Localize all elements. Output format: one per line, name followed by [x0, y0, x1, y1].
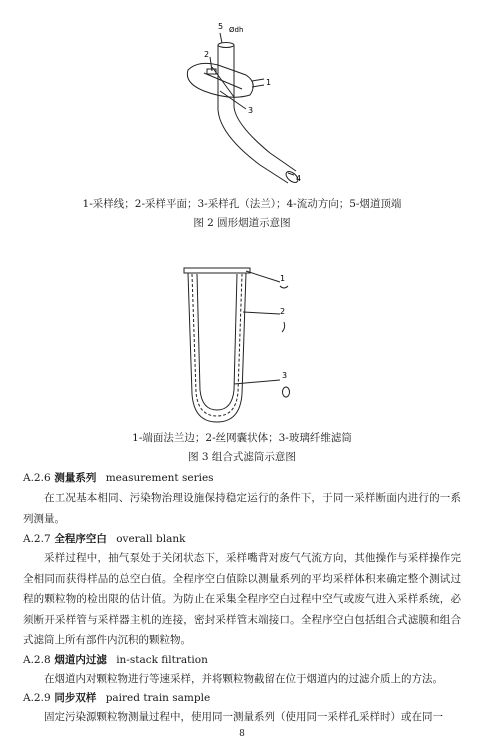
figure-2-title: 图 2 圆形烟道示意图: [193, 217, 291, 229]
section-heading-a27: [23, 529, 463, 549]
handwritten-mark-2: [282, 322, 285, 332]
sampling-line-a: [204, 73, 242, 89]
section-title-zh: 同步双样: [54, 692, 97, 704]
figure-2-legend: 1-采样线；2-采样平面；3-采样孔（法兰）；4-流动方向；5-烟道顶端: [82, 198, 402, 210]
section-title-en: in-stack filtration: [116, 654, 208, 666]
figure-3-title: 图 3 组合式滤筒示意图: [188, 451, 296, 463]
pipe-lower-inner: [270, 153, 296, 171]
section-text-a28: 在烟道内对颗粒物进行等速采样，并将颗粒物截留在位于烟道内的过滤介质上的方法。: [44, 673, 443, 685]
figure-3-legend: 1-端面法兰边；2-丝网囊状体；3-玻璃纤维滤筒: [132, 432, 352, 444]
section-heading-a26: [23, 468, 463, 488]
section-title-zh: 全程序空白: [54, 533, 107, 545]
section-title-zh: 测量系列: [54, 472, 97, 484]
glass-fiber-thimble: [197, 274, 237, 410]
mesh-body: [192, 274, 242, 416]
leader-5: [220, 33, 222, 43]
pipe-top-ellipse: [218, 43, 234, 48]
section-number: A.2.7: [23, 533, 51, 545]
callout-3: 3: [282, 371, 288, 380]
figure-3-diagram: [170, 262, 330, 432]
section-text-a27: 采样过程中，抽气泵处于关闭状态下，采样嘴背对废气气流方向，其他操作与采样操作完全相同而获得样品的总空白值。全程序空白值除以测量系列的平均采样体积来确定整个测试过程的颗粒物的检出限的估计值。为防止在采集全程序空白过程中空气或废气进入采样系统，必须断开采样管与采样器主机的连接，密封采样管末端接口。全程序空白包括组合式滤膜和组合式滤筒上所有部件内沉积的颗粒物。: [23, 552, 461, 646]
figure-2-diagram: [160, 15, 330, 190]
leader-2: [243, 312, 280, 314]
page-number: 8: [239, 729, 245, 739]
leader-1a: [252, 79, 264, 81]
section-title-en: overall blank: [116, 533, 186, 545]
handwritten-mark-3: [283, 387, 290, 397]
callout-2: 2: [204, 50, 210, 59]
section-title-zh: 烟道内过滤: [54, 654, 107, 666]
pipe-bend-outer: [218, 110, 260, 165]
section-number: A.2.6: [23, 472, 51, 484]
thimble-outer-wall: [188, 273, 246, 422]
leader-3: [234, 380, 280, 384]
callout-3: 3: [248, 106, 254, 115]
callout-4: 4: [296, 174, 302, 183]
section-number: A.2.8: [23, 654, 51, 666]
callout-5: 5: [218, 22, 224, 31]
pipe-lower-outer: [260, 165, 288, 183]
handwritten-mark-1: [280, 286, 288, 288]
section-number: A.2.9: [23, 692, 51, 704]
section-text-a29: 固定污染源颗粒物测量过程中，使用同一测量系列（使用同一采样孔采样时）或在同一: [44, 711, 443, 723]
section-title-en: paired train sample: [105, 692, 211, 704]
section-heading-a29: [23, 688, 463, 708]
callout-1: 1: [266, 78, 272, 87]
callout-1: 1: [280, 274, 286, 283]
leader-1: [246, 271, 280, 282]
section-text-a26: 在工况基本相同、污染物治理设施保持稳定运行的条件下，于同一采样断面内进行的一系列测量。: [23, 492, 461, 525]
leader-1b: [252, 85, 264, 87]
callout-2: 2: [280, 307, 286, 316]
dimension-label: Ødh: [229, 26, 244, 34]
leader-3: [220, 91, 246, 109]
section-title-en: measurement series: [105, 472, 214, 484]
end-flange: [184, 268, 250, 273]
section-heading-a28: [23, 650, 463, 670]
